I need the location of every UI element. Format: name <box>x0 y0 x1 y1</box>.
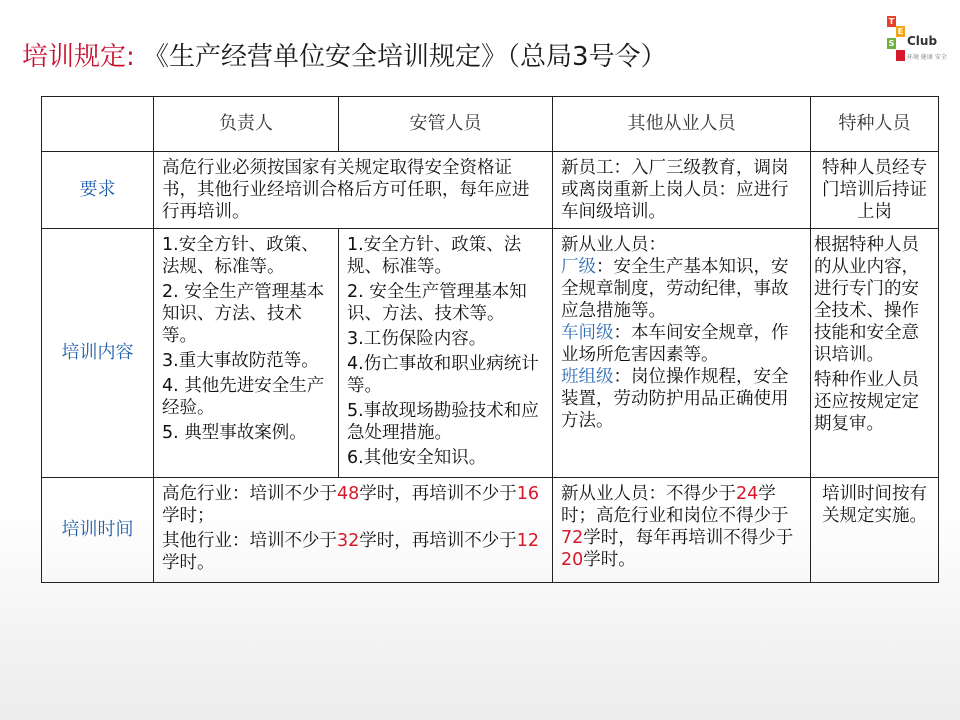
list-item: 5. 典型事故案例。 <box>162 423 307 443</box>
text-segment: 学时，再培训不少于 <box>359 484 517 504</box>
col-header-manager: 负责人 <box>154 97 339 152</box>
text-segment: 高危行业：培训不少于 <box>162 484 337 504</box>
hours-value: 16 <box>516 484 540 504</box>
workshop-level-text: ：本车间安全规章，作业场所危害因素等。 <box>561 323 789 365</box>
row-label-requirement: 要求 <box>42 152 154 229</box>
time-high-risk-text <box>162 483 544 527</box>
list-item: 3.工伤保险内容。 <box>347 329 487 349</box>
list-item: 1.安全方针、政策、法规、标准等。 <box>347 235 522 277</box>
list-item: 5.事故现场勘验技术和应急处理措施。 <box>347 401 539 443</box>
other-heading: 新从业人员： <box>561 235 666 255</box>
row-label-content: 培训内容 <box>42 229 154 478</box>
title-label: 培训规定: <box>22 42 135 72</box>
time-manager-cell <box>154 478 553 583</box>
special-review-text: 特种作业人员还应按规定定期复审。 <box>814 370 919 434</box>
requirement-other-cell: 新员工：入厂三级教育，调岗或离岗重新上岗人员：应进行车间级培训。 <box>553 152 811 229</box>
logo-square <box>896 50 905 61</box>
list-item: 2. 安全生产管理基本知识、方法、技术等。 <box>347 282 527 324</box>
list-item: 2. 安全生产管理基本知识、方法、技术等。 <box>162 282 325 346</box>
table-header-row <box>42 97 939 152</box>
requirement-manager-cell: 高危行业必须按国家有关规定取得安全资格证书，其他行业经培训合格后方可任职，每年应进行再培训。 <box>154 152 553 229</box>
text-segment: 学时； <box>162 506 215 526</box>
text-segment: 新从业人员：不得少于 <box>561 484 736 504</box>
time-other-industry-text <box>162 530 544 574</box>
factory-level-text: ：安全生产基本知识，安全规章制度，劳动纪律，事故应急措施等。 <box>561 257 789 321</box>
logo-letter-t: T <box>888 17 895 26</box>
text-segment: 其他行业：培训不少于 <box>162 531 337 551</box>
col-header-safety-manager: 安管人员 <box>339 97 553 152</box>
content-row <box>42 229 939 478</box>
list-item: 6.其他安全知识。 <box>347 448 487 468</box>
factory-level-label: 厂级 <box>561 257 596 277</box>
list-item: 4. 其他先进安全生产经验。 <box>162 376 325 418</box>
special-content-text: 根据特种人员的从业内容，进行专门的安全技术、操作技能和安全意识培训。 <box>814 235 919 365</box>
text-segment: 学时；高危行业和岗位不得少于 <box>561 484 789 526</box>
hours-value: 12 <box>516 531 540 551</box>
list-item: 4.伤亡事故和职业病统计等。 <box>347 354 539 396</box>
team-level-item <box>561 366 802 432</box>
header-empty-cell <box>42 97 154 152</box>
content-safety-cell <box>339 229 553 478</box>
text-segment: 学时。 <box>583 550 636 570</box>
logo-letter-s: S <box>888 39 895 48</box>
col-header-special-workers: 特种人员 <box>811 97 939 152</box>
time-other-cell <box>553 478 811 583</box>
requirement-special-cell: 特种人员经专门培训后持证上岗 <box>811 152 939 229</box>
training-regulation-table <box>41 96 939 583</box>
hours-value: 20 <box>561 550 584 570</box>
time-row <box>42 478 939 583</box>
workshop-level-item <box>561 322 802 366</box>
tes-club-logo <box>885 14 955 70</box>
factory-level-item <box>561 256 802 322</box>
title-text: 《生产经营单位安全培训规定》（总局3号令） <box>143 42 667 72</box>
row-label-time: 培训时间 <box>42 478 154 583</box>
time-special-cell: 培训时间按有关规定实施。 <box>811 478 939 583</box>
logo-club-text: Club <box>907 34 938 48</box>
logo-tagline: 环境 健康 安全 <box>907 54 947 61</box>
text-segment: 学时。 <box>162 553 215 573</box>
page-title <box>22 36 667 73</box>
list-item: 3.重大事故防范等。 <box>162 351 319 371</box>
hours-value: 48 <box>337 484 360 504</box>
col-header-other-workers: 其他从业人员 <box>553 97 811 152</box>
text-segment: 学时，每年再培训不得少于 <box>583 528 794 548</box>
content-other-cell <box>553 229 811 478</box>
list-item: 1.安全方针、政策、法规、标准等。 <box>162 235 319 277</box>
text-segment: 学时，再培训不少于 <box>359 531 517 551</box>
logo-letter-e: E <box>897 27 904 36</box>
content-leader-cell <box>154 229 339 478</box>
hours-value: 72 <box>561 528 584 548</box>
hours-value: 24 <box>736 484 759 504</box>
team-level-label: 班组级 <box>561 367 614 387</box>
hours-value: 32 <box>337 531 360 551</box>
workshop-level-label: 车间级 <box>561 323 614 343</box>
content-special-cell <box>811 229 939 478</box>
team-level-text: ：岗位操作规程，安全装置，劳动防护用品正确使用方法。 <box>561 367 789 431</box>
requirement-row <box>42 152 939 229</box>
